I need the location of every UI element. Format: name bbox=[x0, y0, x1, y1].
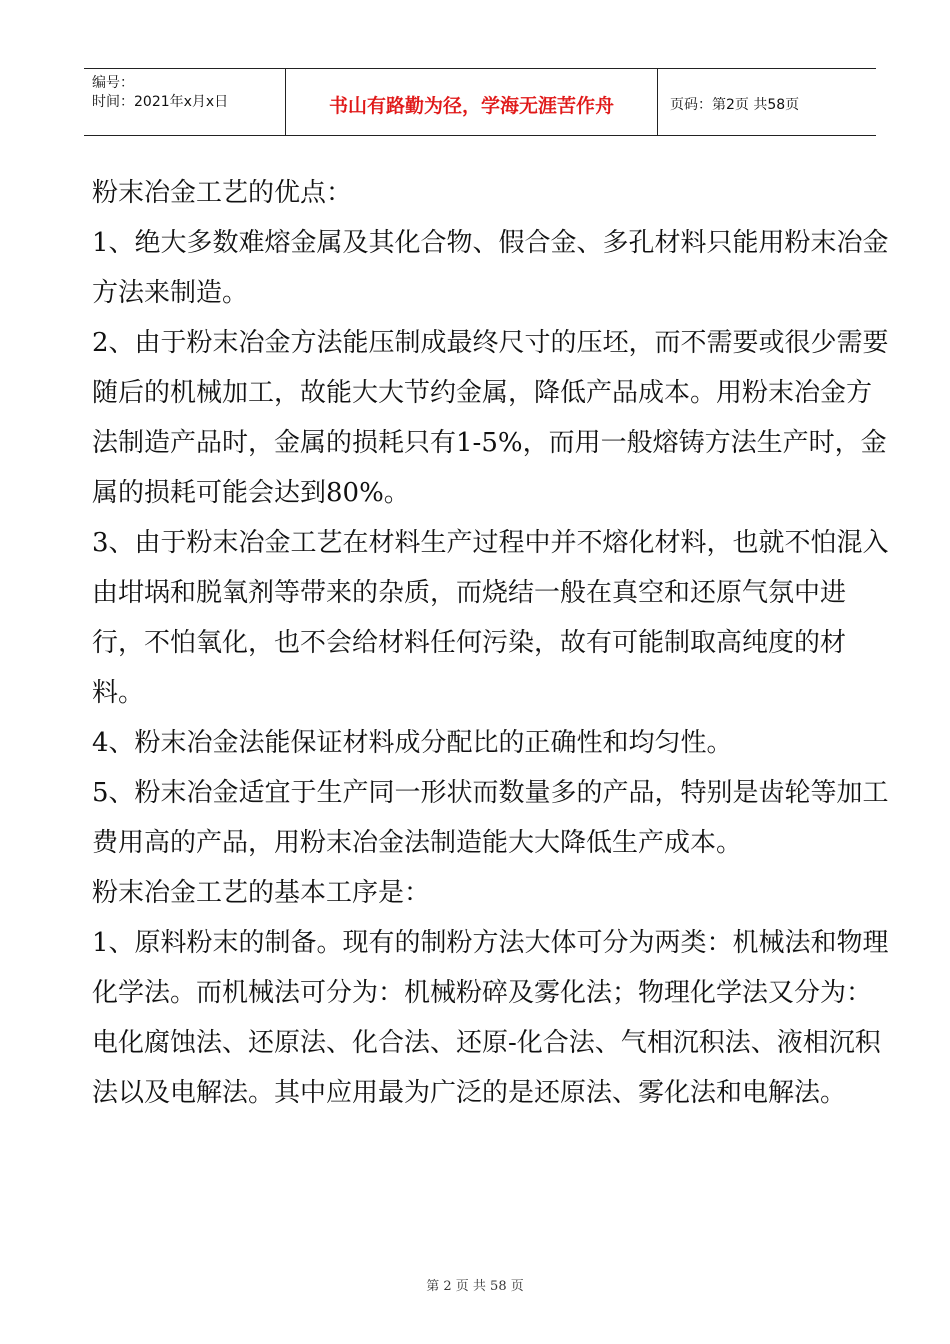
paragraph-advantage-4: 4、粉末冶金法能保证材料成分配比的正确性和均匀性。 bbox=[92, 728, 733, 758]
page-footer bbox=[0, 1275, 950, 1294]
document-time-label: 时间：2021年x月x日 bbox=[92, 94, 229, 110]
paragraph-advantage-3: 3、由于粉末冶金工艺在材料生产过程中并不熔化材料，也就不怕混入由坩埚和脱氧剂等带来的杂质，而烧结一般在真空和还原气氛中进行，不怕氧化，也不会给材料任何污染，故有可能制取高纯度的材料。 bbox=[92, 528, 889, 708]
footer-page-number: 第 2 页 共 58 页 bbox=[426, 1279, 524, 1294]
header-page-info: 页码：第2页 共58页 bbox=[670, 97, 800, 113]
document-body bbox=[92, 168, 892, 1118]
header-motto-cell bbox=[286, 69, 658, 135]
document-number-label: 编号： bbox=[92, 75, 134, 91]
header-page-cell bbox=[658, 69, 876, 135]
paragraph-advantage-5: 5、粉末冶金适宜于生产同一形状而数量多的产品，特别是齿轮等加工费用高的产品，用粉末冶金法制造能大大降低生产成本。 bbox=[92, 778, 889, 858]
section-heading-procedures: 粉末冶金工艺的基本工序是： bbox=[92, 878, 431, 908]
document-header bbox=[84, 68, 876, 136]
paragraph-procedure-1: 1、原料粉末的制备。现有的制粉方法大体可分为两类：机械法和物理化学法。而机械法可分为：机械粉碎及雾化法；物理化学法又分为：电化腐蚀法、还原法、化合法、还原-化合法、气相沉积法、液相沉积法以及电解法。其中应用最为广泛的是还原法、雾化法和电解法。 bbox=[92, 928, 889, 1108]
section-heading-advantages: 粉末冶金工艺的优点： bbox=[92, 178, 353, 208]
paragraph-advantage-1: 1、绝大多数难熔金属及其化合物、假合金、多孔材料只能用粉末冶金方法来制造。 bbox=[92, 228, 889, 308]
header-meta-cell bbox=[84, 69, 286, 135]
paragraph-advantage-2: 2、由于粉末冶金方法能压制成最终尺寸的压坯，而不需要或很少需要随后的机械加工，故能大大节约金属，降低产品成本。用粉末冶金方法制造产品时，金属的损耗只有1-5%，而用一般熔铸方法生产时，金属的损耗可能会达到80%。 bbox=[92, 328, 889, 508]
header-motto: 书山有路勤为径，学海无涯苦作舟 bbox=[328, 94, 614, 117]
